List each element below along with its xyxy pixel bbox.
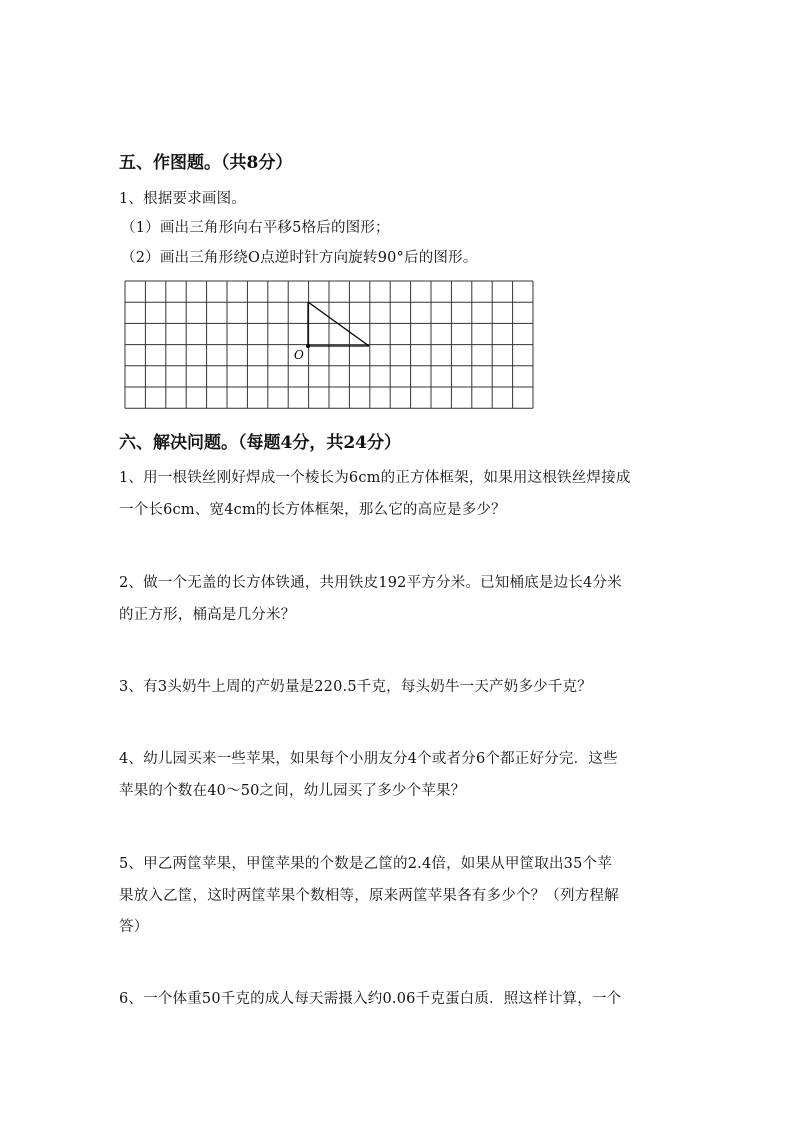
problem-1-line-2: 一个长6cm、宽4cm的长方体框架，那么它的高应是多少？ <box>119 502 506 518</box>
problem-5-line-3: 答） <box>119 919 149 935</box>
triangle-hypotenuse <box>308 302 369 346</box>
problem-1-line-1: 1、用一根铁丝刚好焊成一个棱长为6cm的正方体框架，如果用这根铁丝焊接成 <box>119 470 631 486</box>
problem-6-line-1: 6、一个体重50千克的成人每天需摄入约0.06千克蛋白质．照这样计算，一个 <box>119 991 622 1007</box>
problem-2-line-2: 的正方形，桶高是几分米？ <box>119 607 296 623</box>
drawing-grid <box>123 280 535 410</box>
problem-5-line-2: 果放入乙筐，这时两筐苹果个数相等，原来两筐苹果各有多少个？（列方程解 <box>119 888 619 904</box>
sub-question-1: （1）画出三角形向右平移5格后的图形； <box>121 220 390 236</box>
problem-4-line-1: 4、幼儿园买来一些苹果，如果每个小朋友分4个或者分6个都正好分完．这些 <box>119 751 618 767</box>
sub-question-2: （2）画出三角形绕O点逆时针方向旋转90°后的图形。 <box>121 250 478 266</box>
question1: 1、根据要求画图。 <box>119 191 247 207</box>
problem-2-line-1: 2、做一个无盖的长方体铁通，共用铁皮192平方分米。已知桶底是边长4分米 <box>119 575 622 591</box>
problem-3-line-1: 3、有3头奶牛上周的产奶量是220.5千克，每头奶牛一天产奶多少千克？ <box>119 679 592 695</box>
point-o-label: O <box>294 348 304 362</box>
point-o <box>306 344 310 348</box>
problem-5-line-1: 5、甲乙两筐苹果，甲筐苹果的个数是乙筐的2.4倍，如果从甲筐取出35个苹 <box>119 856 612 872</box>
section6-title: 六、解决问题。（每题4分，共24分） <box>119 433 401 453</box>
section5-title: 五、作图题。（共8分） <box>119 153 293 173</box>
problem-4-line-2: 苹果的个数在40～50之间，幼儿园买了多少个苹果？ <box>119 783 466 799</box>
